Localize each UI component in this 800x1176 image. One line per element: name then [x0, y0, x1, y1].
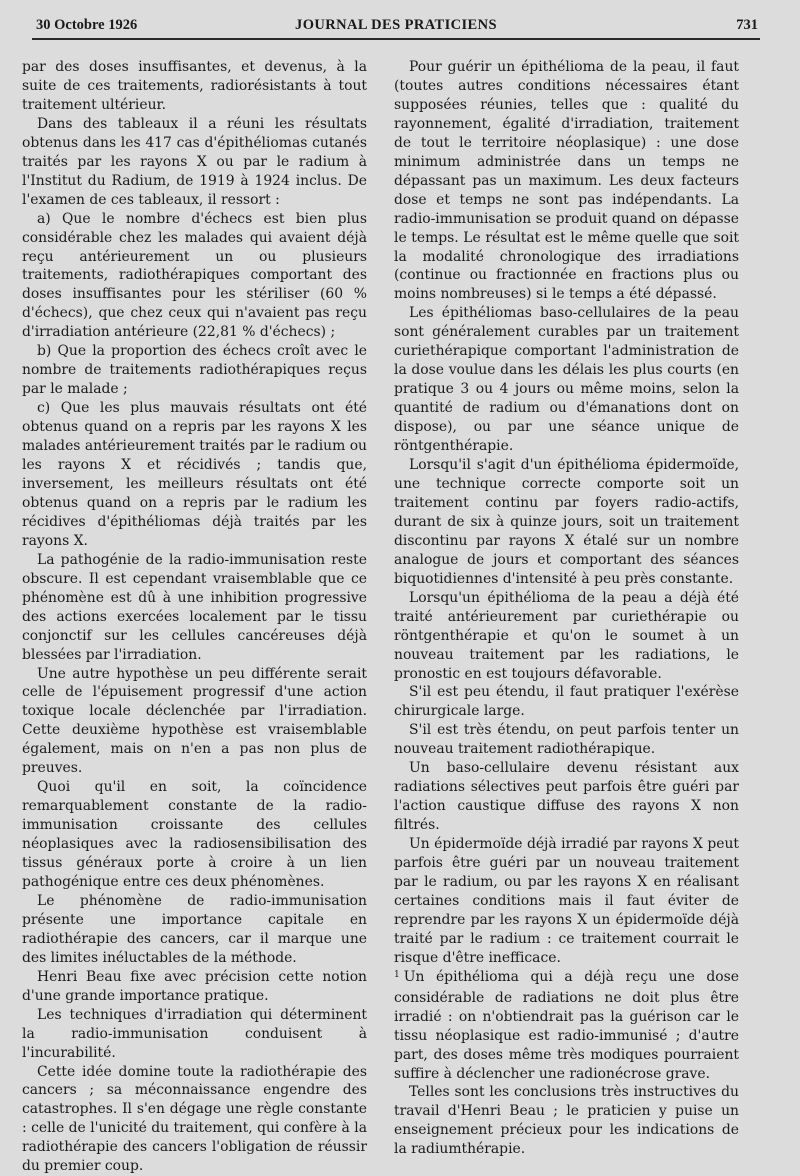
paragraph: Un épidermoïde déjà irradié par rayons X peut parfois être guéri par un nouveau traitement par le radium, ou par les rayons X en réalisant certaines conditions mais il faut éviter de reprendre par les rayons X un épidermoïde déjà traité par le radium : ce traitement courrait le risque d'être inefficace.: [394, 836, 739, 966]
paragraph: Une autre hypothèse un peu différente serait celle de l'épuisement progressif d'une action toxique locale déclenchée par l'irradiation. Cette deuxième hypothèse est vraisemblable également, mais on n'en a pas non plus de preuves.: [22, 665, 367, 777]
issue-date: 30 Octobre 1926: [36, 17, 138, 33]
footnoted-paragraph: [394, 968, 739, 1084]
paragraph: Lorsqu'il s'agit d'un épithélioma épidermoïde, une technique correcte comporte soit un traitement continu par foyers radio-actifs, durant de six à quinze jours, soit un traitement discontinu par rayons X étalé sur un nombre analogue de jours et comportant des séances biquotidiennes d'intensité à peu près constante.: [394, 457, 739, 587]
paragraph: par des doses insuffisantes, et devenus, à la suite de ces traitements, radiorésistants à tout traitement ultérieur.: [22, 59, 367, 113]
paragraph: Henri Beau fixe avec précision cette notion d'une grande importance pratique.: [22, 968, 367, 1004]
page-header: [32, 14, 760, 40]
paragraph: Pour guérir un épithélioma de la peau, il faut (toutes autres conditions nécessaires étant supposées réunies, telles que : qualité du rayonnement, égalité d'irradiation, traitement de tout le territoire néoplasique) : une dose minimum administrée dans un temps ne dépassant pas un maximum. Les deux facteurs dose et temps ne sont pas indépendants. La radio-immunisation se produit quand on dépasse le temps. Le résultat est le même quelle que soit la modalité chronologique des irradiations (continue ou fractionnée en fractions plus ou moins nombreuses) si le temps a été dépassé.: [394, 59, 739, 303]
paragraph: b) Que la proportion des échecs croît avec le nombre de traitements radiothérapiques reçus par le malade ;: [22, 343, 367, 398]
journal-title: JOURNAL DES PRATICIENS: [295, 17, 497, 33]
left-column: [22, 58, 367, 1176]
paragraph: S'il est très étendu, on peut parfois tenter un nouveau traitement radiothérapique.: [394, 722, 739, 758]
paragraph: Les techniques d'irradiation qui déterminent la radio-immunisation conduisent à l'incurabilité.: [22, 1006, 367, 1061]
paragraph: Lorsqu'un épithélioma de la peau a déjà été traité antérieurement par curiethérapie ou röntgenthérapie et qu'on le soumet à un nouveau traitement par les radiations, le pronostic en est toujours défavorable.: [394, 589, 739, 682]
right-column: [394, 58, 739, 1159]
paragraph: Quoi qu'il en soit, la coïncidence remarquablement constante de la radio-immunisation croissante des cellules néoplasiques avec la radiosensibilisation des tissus généraux porte à croire à un lien pathogénique entre ces deux phénomènes.: [22, 779, 367, 890]
paragraph: Dans des tableaux il a réuni les résultats obtenus dans les 417 cas d'épithéliomas cutanés traités par les rayons X ou par le radium à l'Institut du Radium, de 1919 à 1924 inclus. De l'examen de ces tableaux, il ressort :: [22, 115, 367, 208]
page-number: 731: [736, 17, 758, 33]
paragraph: Cette idée domine toute la radiothérapie des cancers ; sa méconnaissance engendre des catastrophes. Il s'en dégage une règle constante : celle de l'unicité du traitement, qui confère à la radiothérapie des cancers l'obligation de réussir du premier coup.: [22, 1063, 367, 1175]
paragraph: Un baso-cellulaire devenu résistant aux radiations sélectives peut parfois être guéri par l'action caustique diffuse des rayons X non filtrés.: [394, 760, 739, 834]
paragraph: Les épithéliomas baso-cellulaires de la peau sont généralement curables par un traitement curiethérapique comportant l'administration de la dose voulue dans les délais les plus courts (en pratique 3 ou 4 jours ou même moins, selon la quantité de radium ou d'émanations dont on dispose), ou par une séance unique de röntgenthérapie.: [394, 305, 739, 455]
paragraph: a) Que le nombre d'échecs est bien plus considérable chez les malades qui avaient déjà reçu antérieurement un ou plusieurs traitements, radiothérapiques comportant des doses insuffisantes pour les stériliser (60 % d'échecs), que chez ceux qui n'avaient pas reçu d'irradiation antérieure (22,81 % d'échecs) ;: [22, 210, 367, 341]
paragraph: Telles sont les conclusions très instructives du travail d'Henri Beau ; le praticien y puise un enseignement précieux pour les indications de la radiumthérapie.: [394, 1084, 739, 1158]
footnote-marker: 1: [394, 969, 400, 980]
paragraph: Le phénomène de radio-immunisation présente une importance capitale en radiothérapie des cancers, car il marque une des limites inéluctables de la méthode.: [22, 892, 367, 966]
paragraph: c) Que les plus mauvais résultats ont été obtenus quand on a repris par les rayons X les malades antérieurement traités par le radium ou les rayons X et récidivés ; tandis que, inversement, les meilleurs résultats ont été obtenus quand on a repris par le radium les récidives d'épithéliomas déjà traités par les rayons X.: [22, 400, 368, 549]
paragraph: S'il est peu étendu, il faut pratiquer l'exérèse chirurgicale large.: [394, 684, 739, 720]
paragraph: La pathogénie de la radio-immunisation reste obscure. Il est cependant vraisemblable que ce phénomène est dû à une inhibition progressive des actions exercées localement par le tissu conjonctif sur les cellules cancéreuses déjà blessées par l'irradiation.: [22, 551, 367, 663]
paragraph-text: Un épithélioma qui a déjà reçu une dose considérable de radiations ne doit plus être irradié : on n'obtiendrait pas la guérison car le tissu néoplasique est radio-immunisé ; d'autre part, des doses même très modiques pourraient suffire à déclencher une radionécrose grave.: [394, 968, 739, 1082]
